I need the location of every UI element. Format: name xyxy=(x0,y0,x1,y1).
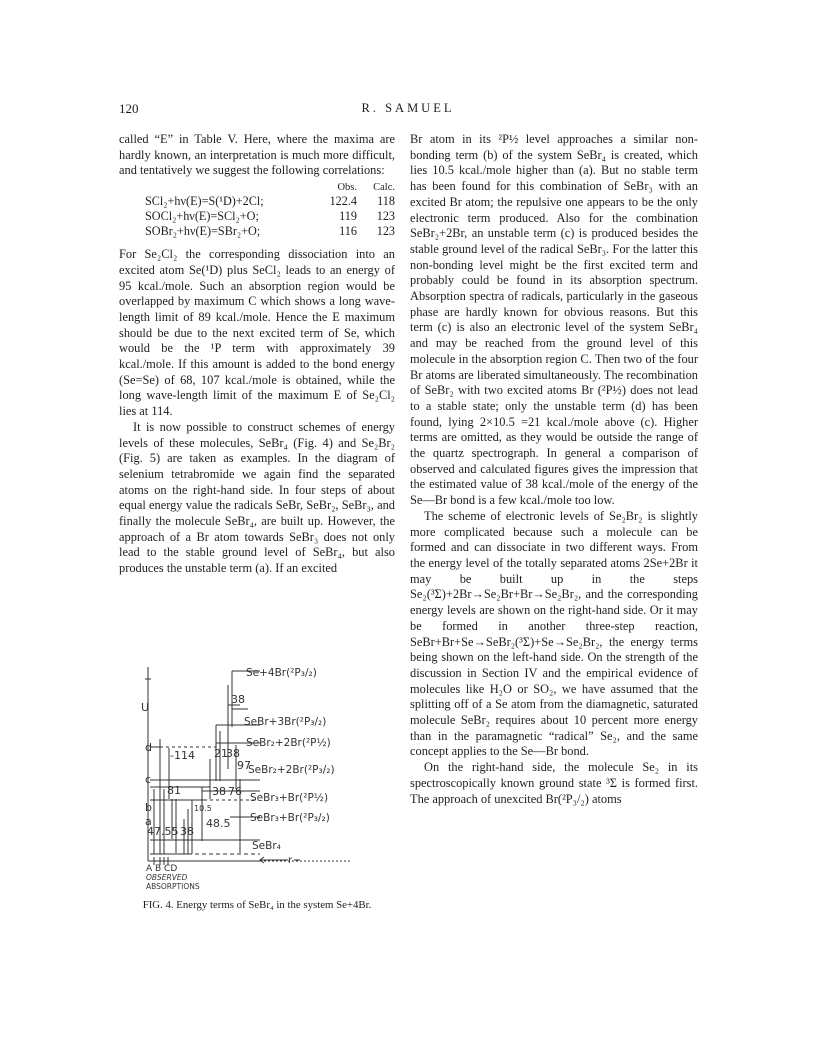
level-label-top: Se+4Br(²P₃/₂) xyxy=(246,667,317,679)
axis-letter-b: b xyxy=(145,801,152,814)
level-label-sebr2-threehalf: SeBr₂+2Br(²P₃/₂) xyxy=(248,764,335,776)
axis-letter-u: U xyxy=(141,701,150,714)
energy-number: 76 xyxy=(228,785,242,798)
table-cell-obs: 116 xyxy=(339,224,357,239)
energy-number: 38 xyxy=(226,747,240,760)
energy-number: 10.5 xyxy=(194,804,212,813)
table-header-row xyxy=(119,181,395,194)
table-row xyxy=(119,194,395,209)
right-paragraph-1: Br atom in its ²P½ level approaches a similar non-bonding term (b) of the system SeBr₄ is created, which lies 10.5 kcal./mole higher than (a). But no stable term has been found for this combination of SeBr₃ with an excited Br atom; the repulsive one appears to be the only electronic term produced. Also for the combination SeBr₂+2Br, an unstable term (c) is produced besides the stable ground level of the radical SeBr₃. For the latter this non-bonding level might be the first excited term and probably could be found in its absorption spectrum. Absorption spectra of radicals, particularly in the gaseous phase are hardly known for obvious reasons. But this term (c) is also an electronic level of the system SeBr₄ and may be reached from the ground level of this molecule in the absorption region C. Then two of the four Br atoms are liberated simultaneously. The recombination of SeBr₂ with two excited atoms Br (²P½) does not lead to a stable state; only the unstable term (d) has been found, lying 2×10.5 =21 kcal./mole above (c). Higher terms are omitted, as they would be outside the range of the quartz spectrograph. In general a comparison of observed and calculated figures gives the impression that the estimated value of 38 kcal./mole of the energy of the Se—Br bond is a few kcal./mole too low. xyxy=(410,132,698,508)
energy-number: 48.5 xyxy=(206,817,231,830)
energy-number: 21 xyxy=(214,747,228,760)
energy-number: -114 xyxy=(170,749,195,762)
axis-letter-c: c xyxy=(145,773,152,786)
energy-level-figure xyxy=(140,649,396,893)
level-label-sebr3-half: SeBr₃+Br(²P½) xyxy=(250,792,329,804)
table-header-blank xyxy=(119,181,315,194)
left-paragraph-2: For Se₂Cl₂ the corresponding dissociation into an excited atom Se(¹D) plus SeCl₂ leads to an energy of 95 kcal./mole. Such an absorption region would be overlapped by maximum C which shows a long wave-length limit of 89 kcal./mole. Hence the E maximum should be due to the next excited term of Se, which would be the ¹P term with approximately 39 kcal./mole. If this amount is added to the bond energy (Se=Se) of 68, 107 kcal./mole is obtained, while the long wave-length limit of the maximum E of Se₂Cl₂ lies at 114. xyxy=(119,247,395,419)
axis-letter-d: d xyxy=(145,741,152,754)
energy-diagram-svg xyxy=(140,649,396,893)
correlation-table xyxy=(119,181,395,239)
left-column xyxy=(119,132,395,577)
table-row xyxy=(119,209,395,224)
right-column xyxy=(410,132,698,807)
table-cell-equation: SOCl₂+hν(E)=SCl₂+O; xyxy=(145,209,259,224)
bottom-letters: A B CD xyxy=(146,864,178,874)
table-cell-calc: 123 xyxy=(376,224,395,239)
level-label-sebr2-half: SeBr₂+2Br(²P½) xyxy=(246,737,331,749)
energy-number: 38 xyxy=(180,825,194,838)
table-header-obs: Obs. xyxy=(337,182,357,194)
right-paragraph-2: The scheme of electronic levels of Se₂Br₂ is slightly more complicated because such a molecule can be formed and can dissociate in two different ways. From the energy level of the totally separated atoms 2Se+2Br it may be built up in the steps Se₂(³Σ)+2Br→Se₂Br+Br→Se₂Br₂, and the corresponding energy levels are shown on the right-hand side. Or it may be formed in another three-step reaction, SeBr+Br+Se→SeBr₂(³Σ)+Se→Se₂Br₂, the energy terms being shown on the left-hand side. On the strength of the discussion in Section IV and the empirical evidence of molecules like H₂O or SO₂, we have assumed that the splitting off of a Se atom from the diamagnetic, saturated molecule SeBr₂ requires about 10 percent more energy than in the paramagnetic “radical” Se₂, and the same concept applies to the Se—Br bond. xyxy=(410,508,698,759)
energy-number: 38 xyxy=(231,693,245,706)
energy-number: 97 xyxy=(237,759,251,772)
energy-number: 38 xyxy=(212,785,226,798)
observed-label: OBSERVED xyxy=(146,873,188,882)
table-cell-obs: 119 xyxy=(339,209,357,224)
table-cell-equation: SOBr₂+hν(E)=SBr₂+O; xyxy=(145,224,261,239)
absorptions-label: ABSORPTIONS xyxy=(146,882,200,891)
level-label-sebr4: SeBr₄ xyxy=(252,840,281,852)
energy-number: 81 xyxy=(167,784,181,797)
table-row xyxy=(119,224,395,239)
table-cell-calc: 118 xyxy=(377,194,395,209)
level-label-sebr: SeBr+3Br(²P₃/₂) xyxy=(244,716,327,728)
level-label-sebr3-threehalf: SeBr₃+Br(²P₃/₂) xyxy=(250,812,330,824)
table-cell-equation: SCl₂+hν(E)=S(¹D)+2Cl; xyxy=(145,194,264,209)
table-header-calc: Calc. xyxy=(373,182,395,194)
table-cell-calc: 123 xyxy=(376,209,395,224)
running-head: R. SAMUEL xyxy=(361,101,455,115)
table-cell-obs: 122.4 xyxy=(329,194,357,209)
r-label: r xyxy=(288,855,293,866)
energy-number: 47.55 xyxy=(147,825,179,838)
right-paragraph-3: On the right-hand side, the molecule Se₂ in its spectroscopically known ground state ³Σ is formed first. The approach of unexcited Br(²P₃/₂) atoms xyxy=(410,760,698,806)
page-number: 120 xyxy=(119,101,139,116)
figure-caption: FIG. 4. Energy terms of SeBr₄ in the system Se+4Br. xyxy=(142,899,372,911)
left-paragraph-1: called “E” in Table V. Here, where the maxima are hardly known, an interpretation is much more difficult, and tentatively we suggest the following correlations: xyxy=(119,132,395,178)
axis-letter-a: a xyxy=(145,815,152,828)
left-paragraph-3: It is now possible to construct schemes of energy levels of these molecules, SeBr₄ (Fig. 4) and Se₂Br₂ (Fig. 5) are taken as examples. In the diagram of selenium tetrabromide we again find the separated atoms on the right-hand side. In four steps of about equal energy value the radicals SeBr, SeBr₂, SeBr₃, and finally the molecule SeBr₄, are built up. However, the approach of a Br atom towards SeBr₃ does not only lead to the stable ground level of SeBr₄, but also produces the unstable term (a). If an excited xyxy=(119,419,395,576)
